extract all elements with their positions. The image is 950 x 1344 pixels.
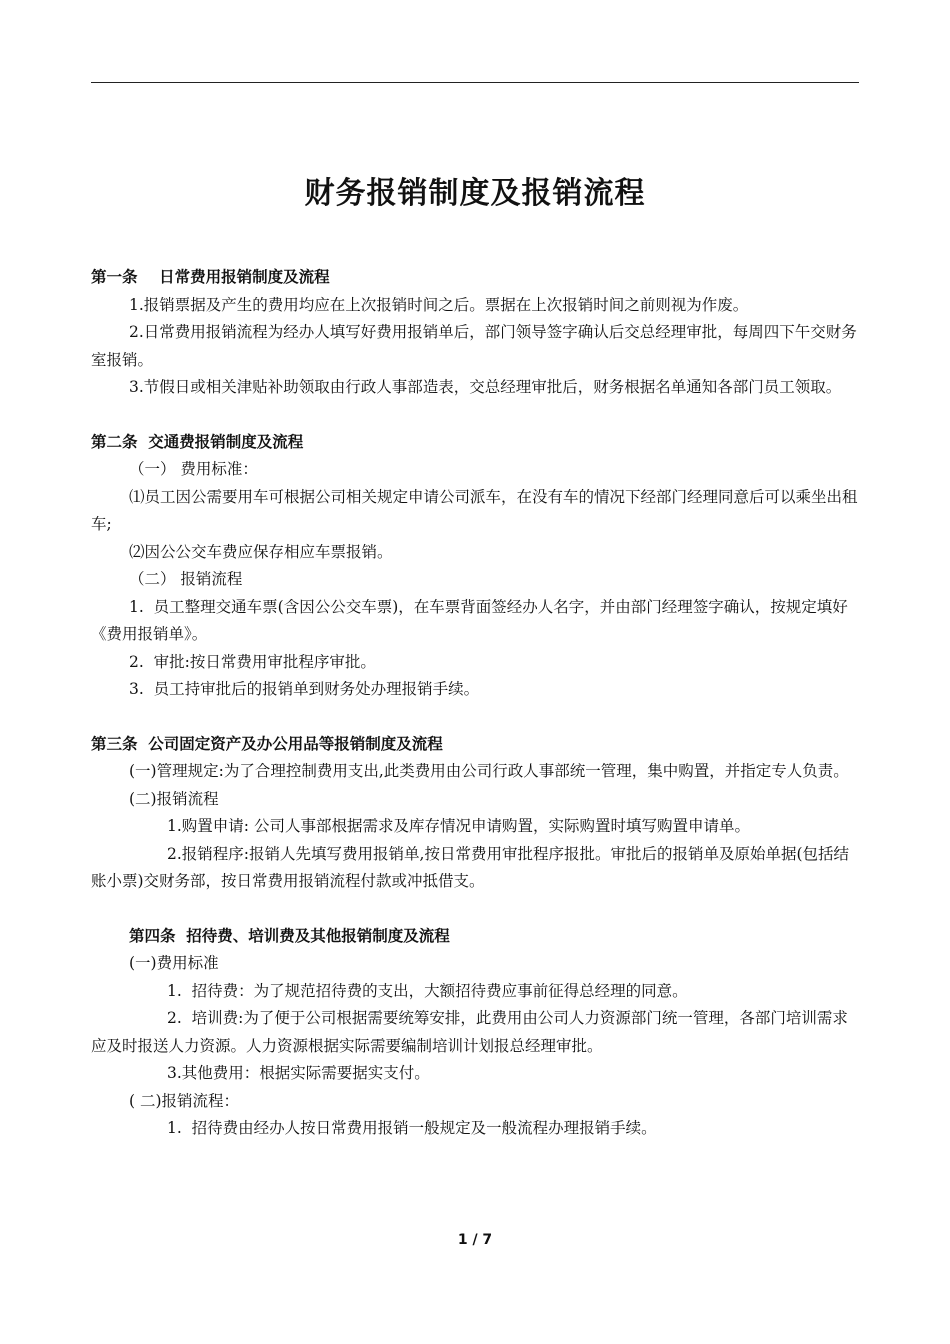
section-3-paragraph-1: (一)管理规定:为了合理控制费用支出,此类费用由公司行政人事部统一管理，集中购置，并指定专人负责。 (129, 762, 849, 780)
section-3-heading: 第三条 公司固定资产及办公用品等报销制度及流程 (91, 734, 443, 753)
section-2-paragraph-7: 3. 员工持审批后的报销单到财务处办理报销手续。 (129, 680, 480, 698)
section-3-paragraph-4: 2.报销程序:报销人先填写费用报销单,按日常费用审批程序报批。审批后的报销单及原始单据(包括结账小票)交财务部，按日常费用报销流程付款或冲抵借支。 (91, 844, 849, 890)
section-4-paragraph-1: (一)费用标准 (129, 954, 219, 972)
page-number: 1 / 7 (457, 1232, 493, 1248)
section-1-paragraph-2: 2.日常费用报销流程为经办人填写好费用报销单后，部门领导签字确认后交总经理审批，每周四下午交财务室报销。 (91, 323, 857, 369)
section-1-paragraph-3: 3.节假日或相关津贴补助领取由行政人事部造表，交总经理审批后，财务根据名单通知各部门员工领取。 (129, 378, 842, 396)
section-2-paragraph-1: （一） 费用标准： (129, 460, 258, 478)
section-4-paragraph-4: 3.其他费用：根据实际需要据实支付。 (167, 1064, 430, 1082)
section-2-paragraph-2: ⑴员工因公需要用车可根据公司相关规定申请公司派车，在没有车的情况下经部门经理同意后可以乘坐出租车; (91, 487, 858, 533)
section-4-paragraph-3: 2. 培训费:为了便于公司根据需要统筹安排，此费用由公司人力资源部门统一管理，各部门培训需求应及时报送人力资源。人力资源根据实际需要编制培训计划报总经理审批。 (91, 1009, 848, 1055)
section-2-paragraph-3: ⑵因公公交车费应保存相应车票报销。 (129, 542, 393, 561)
section-2-heading: 第二条 交通费报销制度及流程 (91, 432, 304, 451)
section-4-heading: 第四条 招待费、培训费及其他报销制度及流程 (129, 926, 450, 945)
document-title: 财务报销制度及报销流程 (304, 176, 646, 211)
document-body (91, 264, 863, 1143)
section-2-paragraph-4: （二） 报销流程 (129, 570, 243, 588)
section-2-paragraph-5: 1. 员工整理交通车票(含因公公交车票)，在车票背面签经办人名字，并由部门经理签字确认，按规定填好《费用报销单》。 (91, 597, 848, 643)
section-3-paragraph-3: 1.购置申请: 公司人事部根据需求及库存情况申请购置，实际购置时填写购置申请单。 (167, 817, 750, 835)
section-4-paragraph-5: ( 二)报销流程： (129, 1091, 240, 1110)
section-4-paragraph-6: 1. 招待费由经办人按日常费用报销一般规定及一般流程办理报销手续。 (167, 1119, 657, 1137)
section-1-heading: 第一条 日常费用报销制度及流程 (91, 268, 330, 286)
section-4-paragraph-2: 1. 招待费：为了规范招待费的支出，大额招待费应事前征得总经理的同意。 (167, 981, 688, 1000)
section-2-paragraph-6: 2. 审批:按日常费用审批程序审批。 (129, 652, 376, 671)
section-1-paragraph-1: 1.报销票据及产生的费用均应在上次报销时间之后。票据在上次报销时间之前则视为作废。 (129, 295, 749, 314)
header-rule (91, 82, 859, 83)
section-3-paragraph-2: (二)报销流程 (129, 789, 219, 808)
